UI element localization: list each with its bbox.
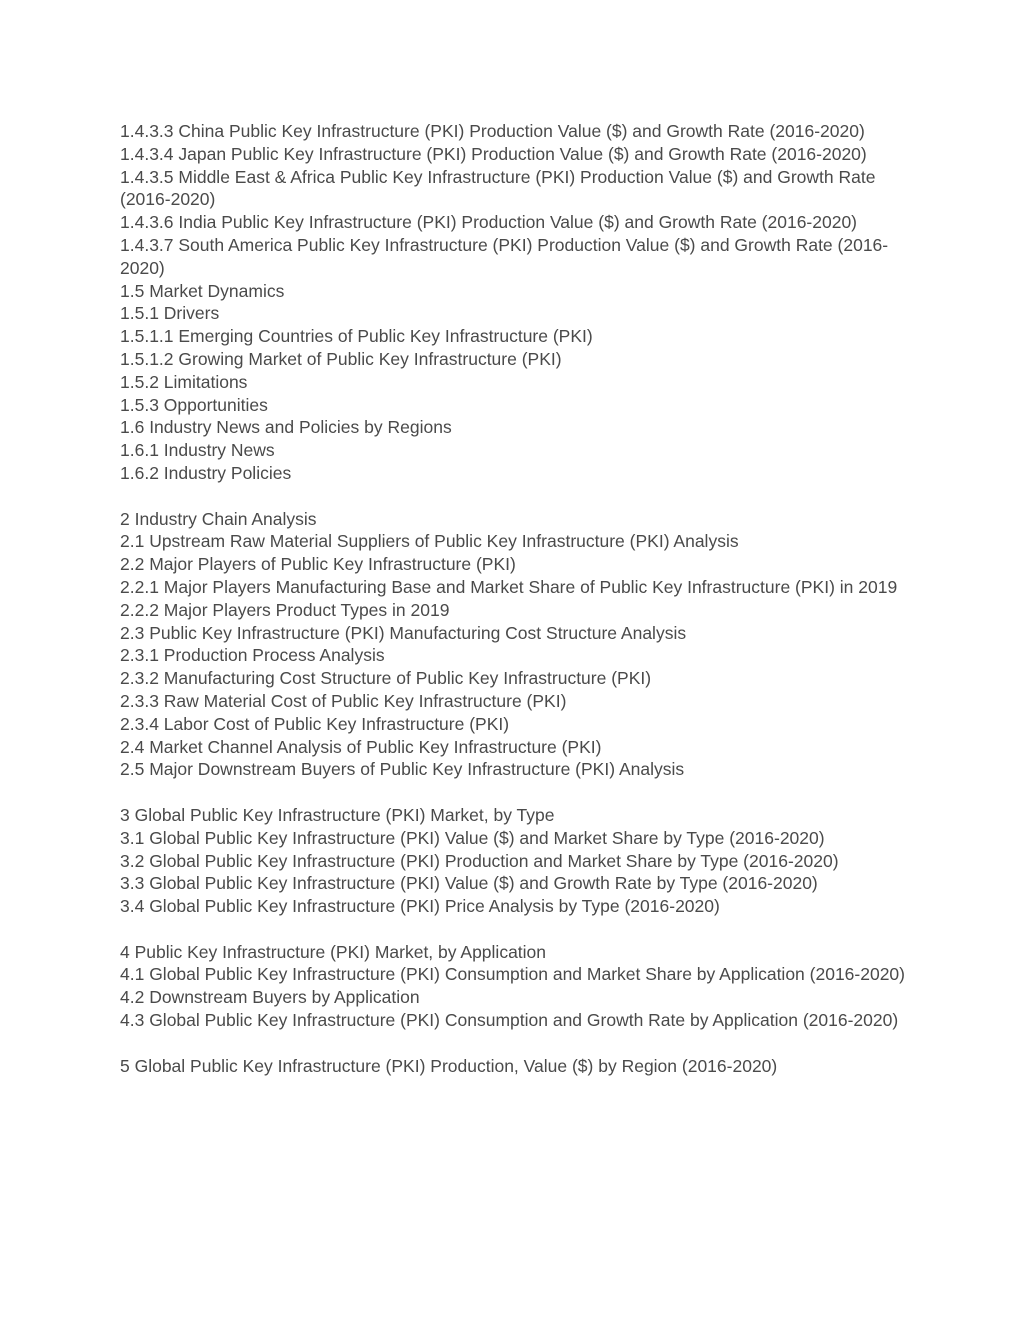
toc-line: 4.2 Downstream Buyers by Application: [120, 987, 420, 1008]
toc-line: 2.3.2 Manufacturing Cost Structure of Public Key Infrastructure (PKI): [120, 668, 652, 689]
toc-section-3: [120, 804, 910, 918]
toc-line: 2 Industry Chain Analysis: [120, 508, 317, 529]
toc-line: 3 Global Public Key Infrastructure (PKI) Market, by Type: [120, 804, 555, 825]
toc-line: 2.3.3 Raw Material Cost of Public Key Infrastructure (PKI): [120, 690, 567, 711]
toc-line: 2.2 Major Players of Public Key Infrastructure (PKI): [120, 554, 516, 575]
toc-line: 2.2.1 Major Players Manufacturing Base and Market Share of Public Key Infrastructure (PKI) in 2019: [120, 576, 898, 597]
toc-line: 3.3 Global Public Key Infrastructure (PKI) Value ($) and Growth Rate by Type (2016-2020): [120, 873, 818, 894]
toc-line: 2.3 Public Key Infrastructure (PKI) Manufacturing Cost Structure Analysis: [120, 622, 687, 643]
toc-section-4: [120, 941, 910, 1032]
toc-line: 1.4.3.3 China Public Key Infrastructure (PKI) Production Value ($) and Growth Rate (2016-2020): [120, 121, 865, 141]
toc-line: 3.2 Global Public Key Infrastructure (PKI) Production and Market Share by Type (2016-2020): [120, 850, 839, 871]
toc-line: 1.6.1 Industry News: [120, 440, 275, 461]
toc-line: 2.3.1 Production Process Analysis: [120, 645, 385, 666]
toc-line: 4.1 Global Public Key Infrastructure (PKI) Consumption and Market Share by Application (2016-2020): [120, 964, 905, 985]
toc-line: 1.4.3.6 India Public Key Infrastructure (PKI) Production Value ($) and Growth Rate (2016-2020): [120, 212, 858, 233]
toc-line: 2.4 Market Channel Analysis of Public Key Infrastructure (PKI): [120, 736, 602, 757]
toc-line: 4.3 Global Public Key Infrastructure (PKI) Consumption and Growth Rate by Application (2016-2020): [120, 1010, 899, 1031]
toc-line: 2.2.2 Major Players Product Types in 2019: [120, 599, 450, 620]
toc-line: 1.4.3.5 Middle East & Africa Public Key Infrastructure (PKI) Production Value ($) and Growth Rate (2016-2020): [120, 166, 876, 210]
toc-line: 1.6 Industry News and Policies by Regions: [120, 417, 452, 438]
toc-line: 5 Global Public Key Infrastructure (PKI) Production, Value ($) by Region (2016-2020): [120, 1055, 778, 1076]
toc-line: 1.4.3.7 South America Public Key Infrastructure (PKI) Production Value ($) and Growth Rate (2016-2020): [120, 234, 889, 278]
document-page: [120, 120, 910, 1100]
toc-line: 1.5.1.1 Emerging Countries of Public Key Infrastructure (PKI): [120, 326, 593, 347]
toc-section-5: [120, 1055, 910, 1078]
toc-line: 1.4.3.4 Japan Public Key Infrastructure (PKI) Production Value ($) and Growth Rate (2016-2020): [120, 143, 867, 164]
toc-line: 1.6.2 Industry Policies: [120, 462, 292, 483]
toc-line: 2.1 Upstream Raw Material Suppliers of Public Key Infrastructure (PKI) Analysis: [120, 531, 739, 552]
toc-line: 1.5.3 Opportunities: [120, 394, 268, 415]
toc-line: 1.5.2 Limitations: [120, 371, 248, 392]
toc-section-2: [120, 508, 910, 782]
toc-section-1: [120, 120, 910, 485]
toc-line: 3.1 Global Public Key Infrastructure (PKI) Value ($) and Market Share by Type (2016-2020): [120, 827, 825, 848]
toc-line: 3.4 Global Public Key Infrastructure (PKI) Price Analysis by Type (2016-2020): [120, 896, 720, 917]
toc-line: 1.5.1 Drivers: [120, 303, 220, 324]
toc-line: 2.3.4 Labor Cost of Public Key Infrastructure (PKI): [120, 713, 510, 734]
toc-line: 1.5 Market Dynamics: [120, 280, 285, 301]
toc-line: 2.5 Major Downstream Buyers of Public Key Infrastructure (PKI) Analysis: [120, 759, 685, 780]
toc-line: 1.5.1.2 Growing Market of Public Key Infrastructure (PKI): [120, 348, 562, 369]
toc-line: 4 Public Key Infrastructure (PKI) Market, by Application: [120, 941, 547, 962]
